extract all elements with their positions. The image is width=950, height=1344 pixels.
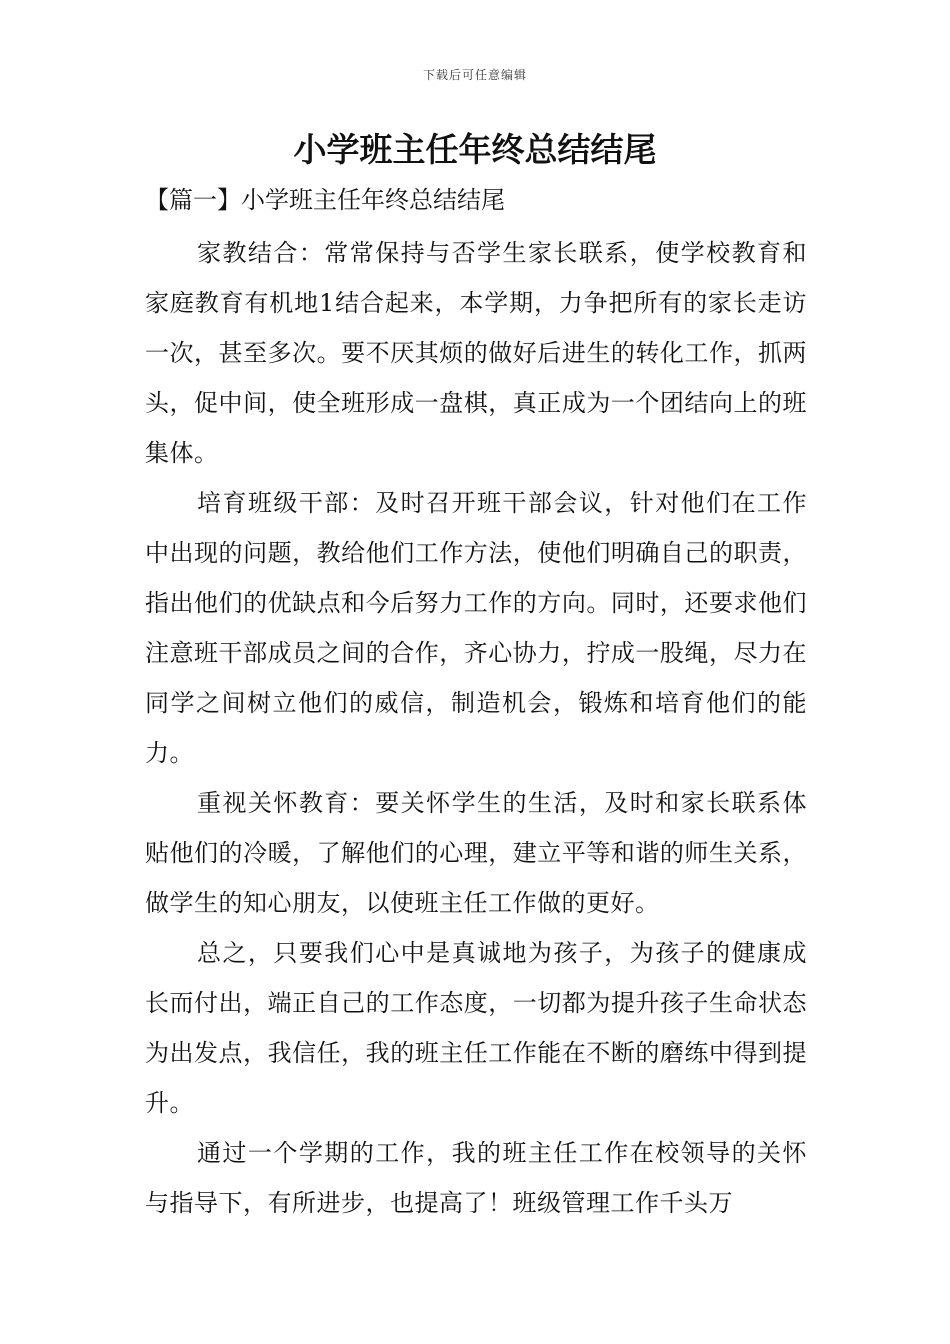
paragraph-semester-work: 通过一个学期的工作，我的班主任工作在校领导的关怀与指导下，有所进步，也提高了！班级管理工作千头万: [145, 1139, 807, 1217]
body-text: [145, 228, 807, 1228]
paragraph-summary: 总之，只要我们心中是真诚地为孩子，为孩子的健康成长而付出，端正自己的工作态度，一切都为提升孩子生命状态为出发点，我信任，我的班主任工作能在不断的磨练中得到提升。: [145, 939, 807, 1117]
header-note: 下载后可任意编辑: [422, 68, 527, 82]
section-heading: 【篇一】小学班主任年终总结结尾: [145, 186, 505, 214]
paragraph-class-cadres: 培育班级干部：及时召开班干部会议，针对他们在工作中出现的问题，教给他们工作方法，使他们明确自己的职责，指出他们的优缺点和今后努力工作的方向。同时，还要求他们注意班干部成员之间的合作，齐心协力，拧成一股绳，尽力在同学之间树立他们的威信，制造机会，锻炼和培育他们的能力。: [145, 489, 807, 767]
paragraph-care-education: 重视关怀教育：要关怀学生的生活，及时和家长联系体贴他们的冷暖，了解他们的心理，建立平等和谐的师生关系，做学生的知心朋友，以使班主任工作做的更好。: [145, 789, 807, 917]
document-title: 小学班主任年终总结结尾: [293, 130, 657, 169]
paragraph-home-school: 家教结合：常常保持与否学生家长联系，使学校教育和家庭教育有机地1结合起来，本学期，力争把所有的家长走访一次，甚至多次。要不厌其烦的做好后进生的转化工作，抓两头，促中间，使全班形成一盘棋，真正成为一个团结向上的班集体。: [145, 239, 807, 467]
